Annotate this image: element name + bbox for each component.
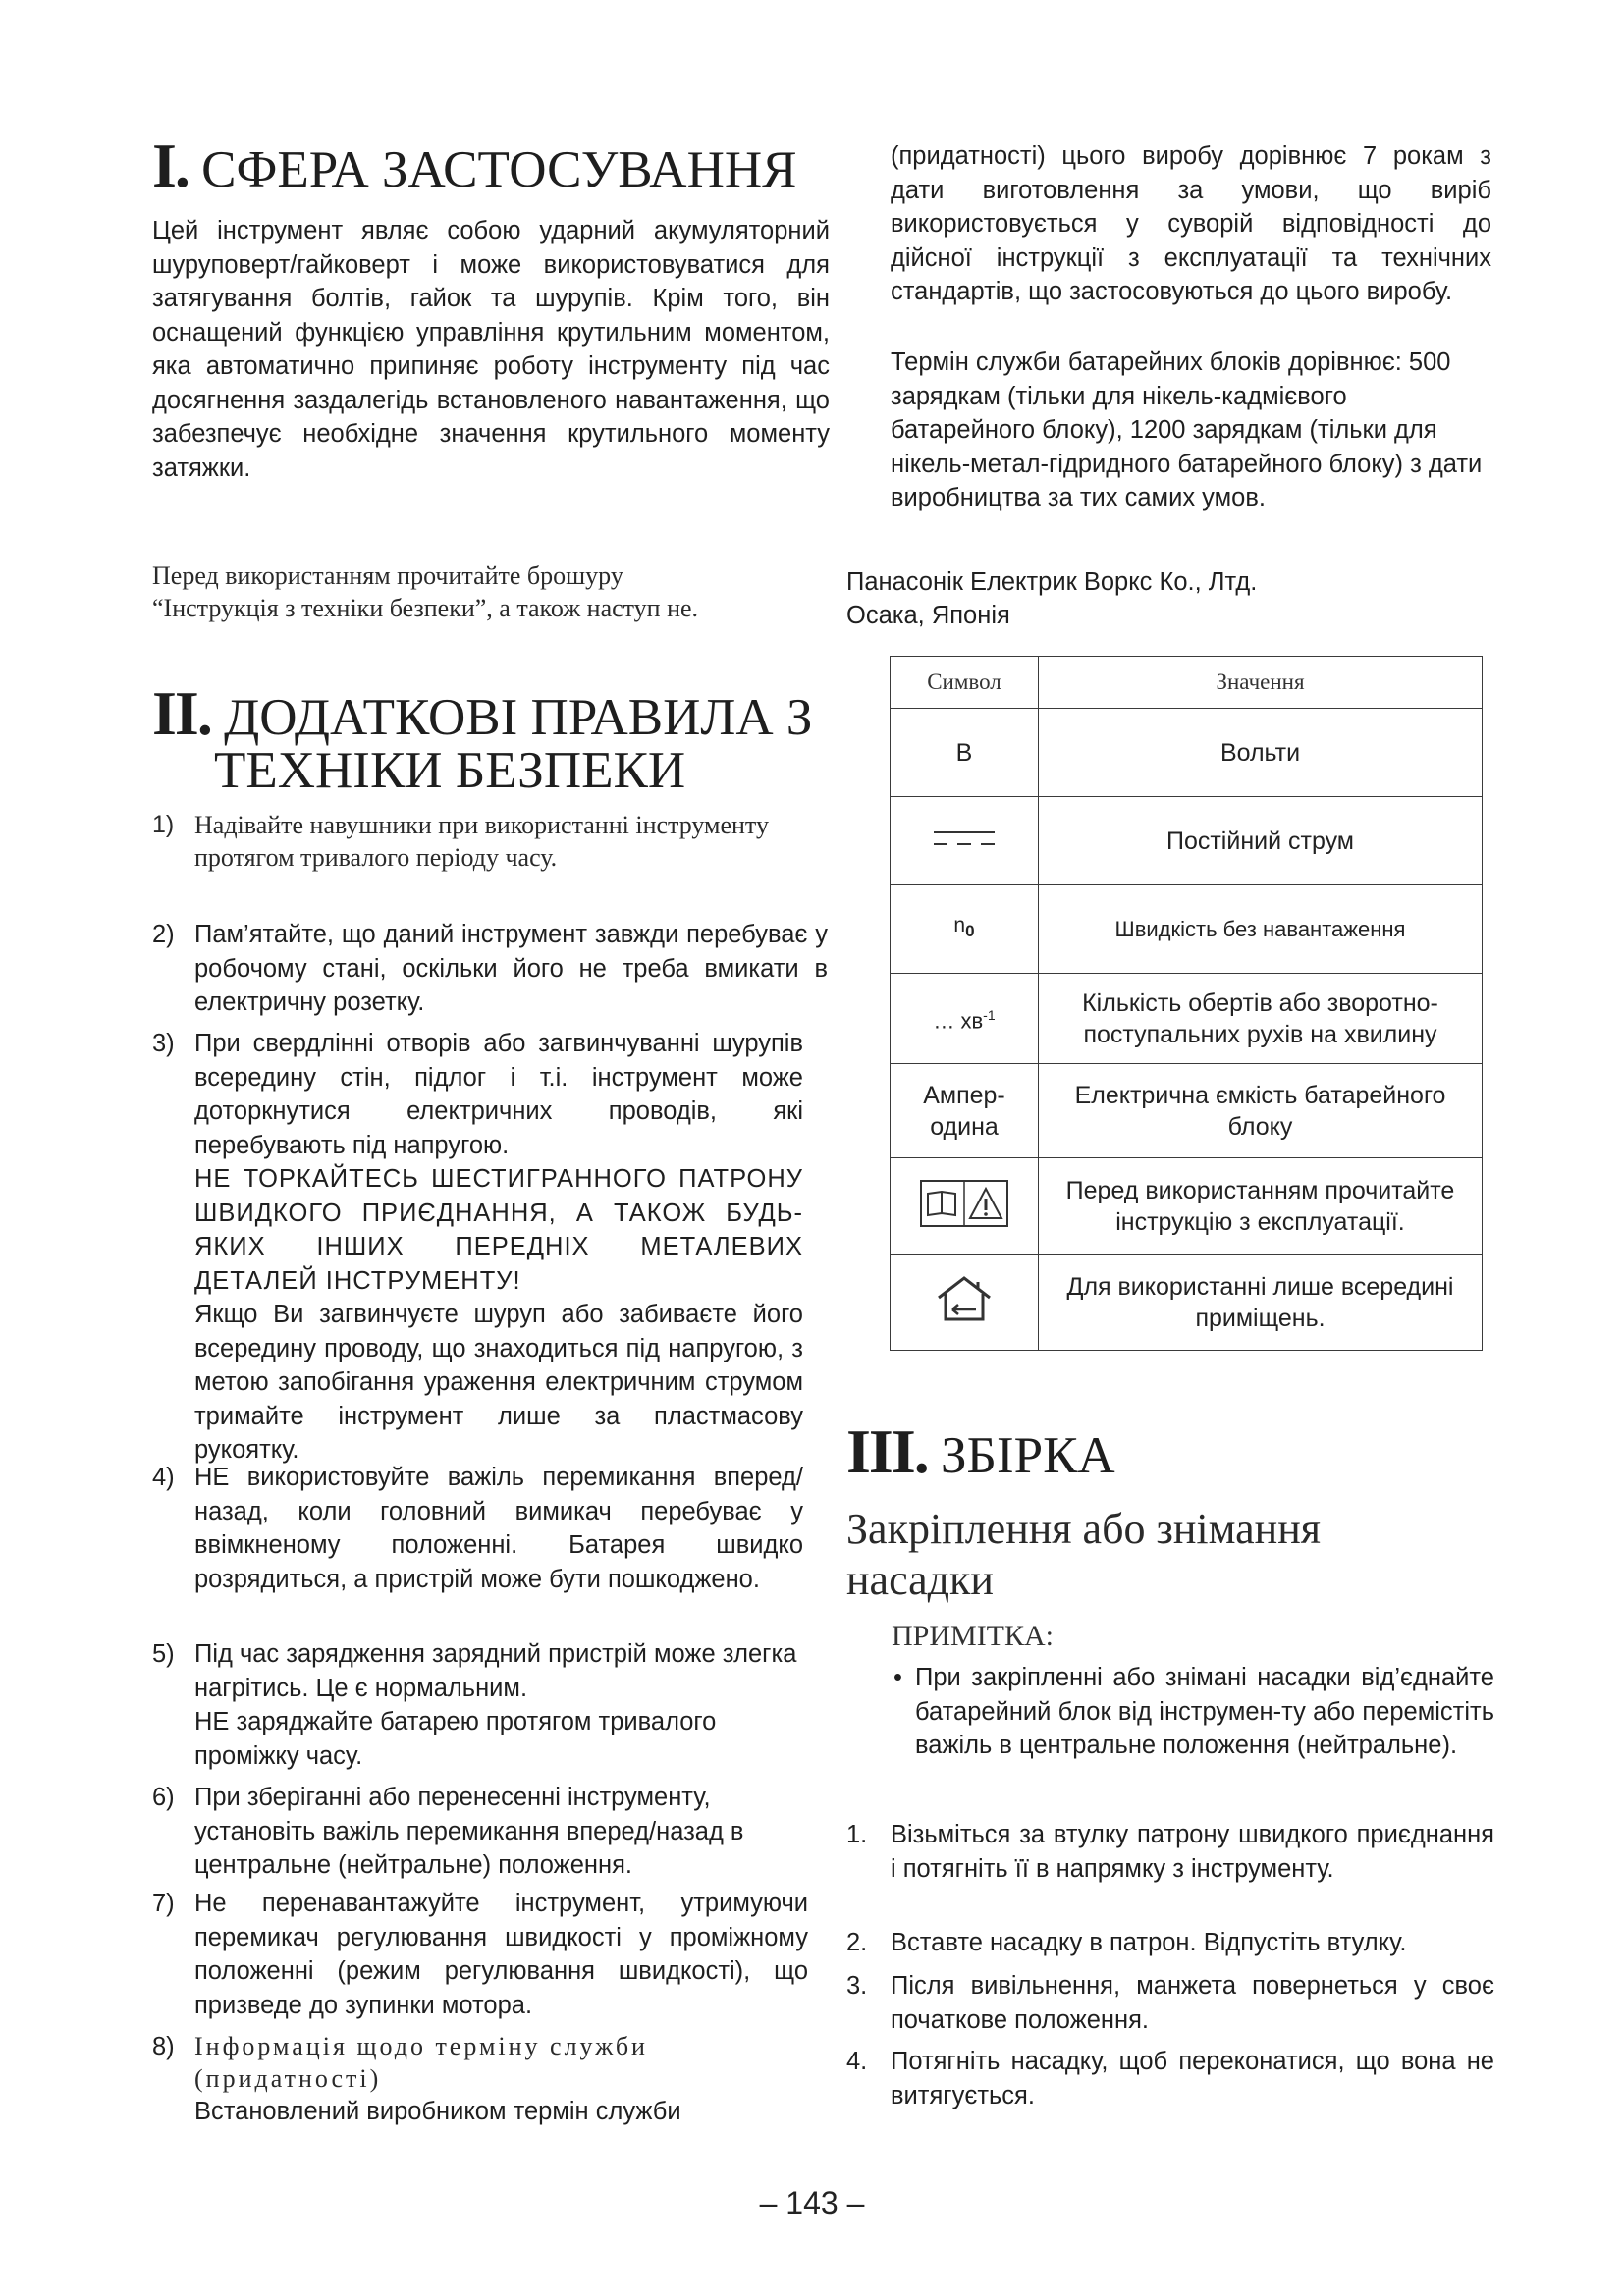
rule-subheading: Інформація щодо терміну служби (придатності) <box>194 2032 648 2093</box>
step-number: 2. <box>846 1929 868 1956</box>
symbol-n: n <box>953 914 966 937</box>
page-number: – 143 – <box>759 2185 865 2220</box>
symbol-per-minute-superscript: -1 <box>983 1007 996 1024</box>
step-number: 4. <box>846 2048 868 2075</box>
dc-current-icon <box>891 797 1039 885</box>
indoor-use-icon <box>891 1255 1039 1351</box>
meaning-dc-current: Постійний струм <box>1039 797 1483 885</box>
section-1-heading <box>152 131 797 200</box>
rule-item-1 <box>152 809 830 874</box>
read-manual-warning-icon <box>891 1158 1039 1255</box>
step-1 <box>846 1818 1494 1886</box>
symbol-volts: В <box>891 709 1039 797</box>
table-header-row <box>891 657 1483 709</box>
section-3-number: III. <box>846 1416 928 1486</box>
section-3-title: ЗБІРКА <box>940 1427 1115 1484</box>
symbol-n-subscript: 0 <box>965 922 975 941</box>
safety-brochure-note: Перед використанням прочитайте брошуру “Інструкція з техніки безпеки”, а також наступ не. <box>152 561 699 622</box>
rule-text: Пам’ятайте, що даний інструмент завжди перебуває у робочому стані, оскільки його не треба вмикати в електричну розетку. <box>194 921 828 1016</box>
bullet-icon: • <box>893 1664 902 1691</box>
meaning-per-minute: Кількість обертів або зворотно-поступальних рухів на хвилину <box>1039 974 1483 1064</box>
table-row <box>891 797 1483 885</box>
step-text: Після вивільнення, манжета повернеться у своє початкове положення. <box>891 1972 1494 2034</box>
rule-number: 1) <box>152 811 175 838</box>
section-1-title: СФЕРА ЗАСТОСУВАННЯ <box>201 141 797 198</box>
section-2-title-line1: ДОДАТКОВІ ПРАВИЛА З <box>224 689 813 746</box>
rule-text: При свердлінні отворів або загвинчуванні шурупів всередину стін, підлог і т.і. інструмент може доторкнутися електричних проводів, які перебувають під напругою. <box>194 1030 803 1159</box>
step-number: 1. <box>846 1821 868 1848</box>
rule-number: 2) <box>152 921 175 948</box>
note-label: ПРИМІТКА: <box>892 1620 1055 1652</box>
table-header-symbol: Символ <box>891 657 1039 709</box>
symbol-per-minute-text: … хв <box>933 1008 984 1034</box>
step-text: Візьміться за втулку патрону швидкого приєднання і потягніть її в напрямку з інструменту. <box>891 1821 1494 1883</box>
rule-number: 6) <box>152 1784 175 1811</box>
meaning-indoor-use: Для використанні лише всередині приміщень. <box>1039 1255 1483 1351</box>
rule-item-3 <box>152 1027 830 1468</box>
rule-number: 5) <box>152 1640 175 1668</box>
symbol-table <box>890 656 1483 1351</box>
section-2-number: II. <box>152 678 211 748</box>
service-life-paragraph: (придатності) цього виробу дорівнює 7 рокам з дати виготовлення за умови, що виріб використовується у суворій відповідності до дійсної інструкції з експлуатації та технічних стандартів, що застосовуються до цього виробу. <box>891 142 1491 305</box>
symbol-no-load-speed <box>891 885 1039 974</box>
manufacturer-name: Панасонік Електрик Воркс Ко., Лтд. <box>846 568 1258 596</box>
step-3 <box>846 1969 1494 2037</box>
symbol-per-minute <box>891 974 1039 1064</box>
step-text: Вставте насадку в патрон. Відпустіть втулку. <box>891 1929 1407 1956</box>
rule-text: НЕ використовуйте важіль перемикання вперед/назад, коли головний вимикач перебуває у ввімкненому положенні. Батарея швидко розрядиться, а пристрій може бути пошкоджено. <box>194 1464 803 1593</box>
rule-number: 7) <box>152 1890 175 1917</box>
rule-text: Під час зарядження зарядний пристрій може злегка нагрітись. Це є нормальним. <box>194 1640 797 1702</box>
rule-number: 3) <box>152 1030 175 1057</box>
manufacturer-city: Осака, Японія <box>846 602 1010 629</box>
rule-warning: НЕ ТОРКАЙТЕСЬ ШЕСТИГРАННОГО ПАТРОНУ ШВИДКОГО ПРИЄДНАННЯ, А ТАКОЖ БУДЬ-ЯКИХ ІНШИХ ПЕРЕДНІХ МЕТАЛЕВИХ ДЕТАЛЕЙ ІНСТРУМЕНТУ! <box>194 1165 803 1295</box>
meaning-amp-hour: Електрична ємкість батарейного блоку <box>1039 1064 1483 1158</box>
step-number: 3. <box>846 1972 868 2000</box>
table-header-meaning: Значення <box>1039 657 1483 709</box>
rule-item-5 <box>152 1637 830 1773</box>
rule-text: Надівайте навушники при використанні інструменту протягом тривалого періоду часу. <box>194 811 769 872</box>
section-3-heading <box>846 1416 1115 1486</box>
table-row <box>891 709 1483 797</box>
rule-number: 4) <box>152 1464 175 1491</box>
rule-item-8 <box>152 2030 830 2129</box>
symbol-amp-hour: Ампер-одина <box>891 1064 1039 1158</box>
rule-item-2 <box>152 918 830 1020</box>
note-text: При закріпленні або знімані насадки від’єднайте батарейний блок від інструмен-ту або перемістіть важіль в центральне положення (нейтральне). <box>915 1664 1494 1759</box>
step-text: Потягніть насадку, щоб переконатися, що вона не витягується. <box>891 2048 1494 2109</box>
rule-number: 8) <box>152 2033 175 2060</box>
rule-text-continued: НЕ заряджайте батарею протягом тривалого проміжку часу. <box>194 1708 717 1770</box>
rule-item-7 <box>152 1887 830 2022</box>
table-row <box>891 1158 1483 1255</box>
meaning-volts: Вольти <box>1039 709 1483 797</box>
rule-text: Встановлений виробником термін служби <box>194 2098 681 2125</box>
table-row <box>891 1255 1483 1351</box>
meaning-no-load-speed: Швидкість без навантаження <box>1039 885 1483 974</box>
note-bullet <box>893 1661 1494 1763</box>
section-1-paragraph: Цей інструмент являє собою ударний акумуляторний шуруповерт/гайковерт і може використовуватися для затягування болтів, гайок та шурупів. Крім того, він оснащений функцією управління крутильним моментом, яка автоматично припиняє роботу інструменту під час досягнення заздалегідь встановленого навантаження, що забезпечує необхідне значення крутильного моменту затяжки. <box>152 217 830 482</box>
table-row <box>891 974 1483 1064</box>
section-1-number: I. <box>152 131 189 200</box>
table-row <box>891 885 1483 974</box>
step-4 <box>846 2045 1494 2112</box>
section-2-heading <box>152 678 813 748</box>
rule-item-6 <box>152 1781 830 1883</box>
rule-text: Не перенавантажуйте інструмент, утримуючи перемикач регулювання швидкості у проміжному положенні (режим регулювання швидкості), що призведе до зупинки мотора. <box>194 1890 808 2019</box>
meaning-read-manual: Перед використанням прочитайте інструкцію з експлуатації. <box>1039 1158 1483 1255</box>
rule-item-4 <box>152 1461 830 1596</box>
rule-text: При зберіганні або перенесенні інструменту, установіть важіль перемикання вперед/назад в центральне (нейтральне) положення. <box>194 1784 744 1879</box>
step-2 <box>846 1926 1494 1960</box>
table-row <box>891 1064 1483 1158</box>
rule-text-continued: Якщо Ви загвинчуєте шуруп або забиваєте його всередину проводу, що знаходиться під напругою, з метою запобігання ураження електричним струмом тримайте інструмент лише за пластмасову рукоятку. <box>194 1301 803 1464</box>
section-3-subtitle: Закріплення або знімання насадки <box>846 1505 1322 1604</box>
battery-life-paragraph: Термін служби батарейних блоків дорівнює: 500 зарядкам (тільки для нікель-кадмієвого батарейного блоку), 1200 зарядкам (тільки для нікель-метал-гідридного батарейного блоку) з дати виробництва за тих самих умов. <box>891 348 1483 511</box>
section-2-title-line2: ТЕХНІКИ БЕЗПЕКИ <box>214 742 686 799</box>
